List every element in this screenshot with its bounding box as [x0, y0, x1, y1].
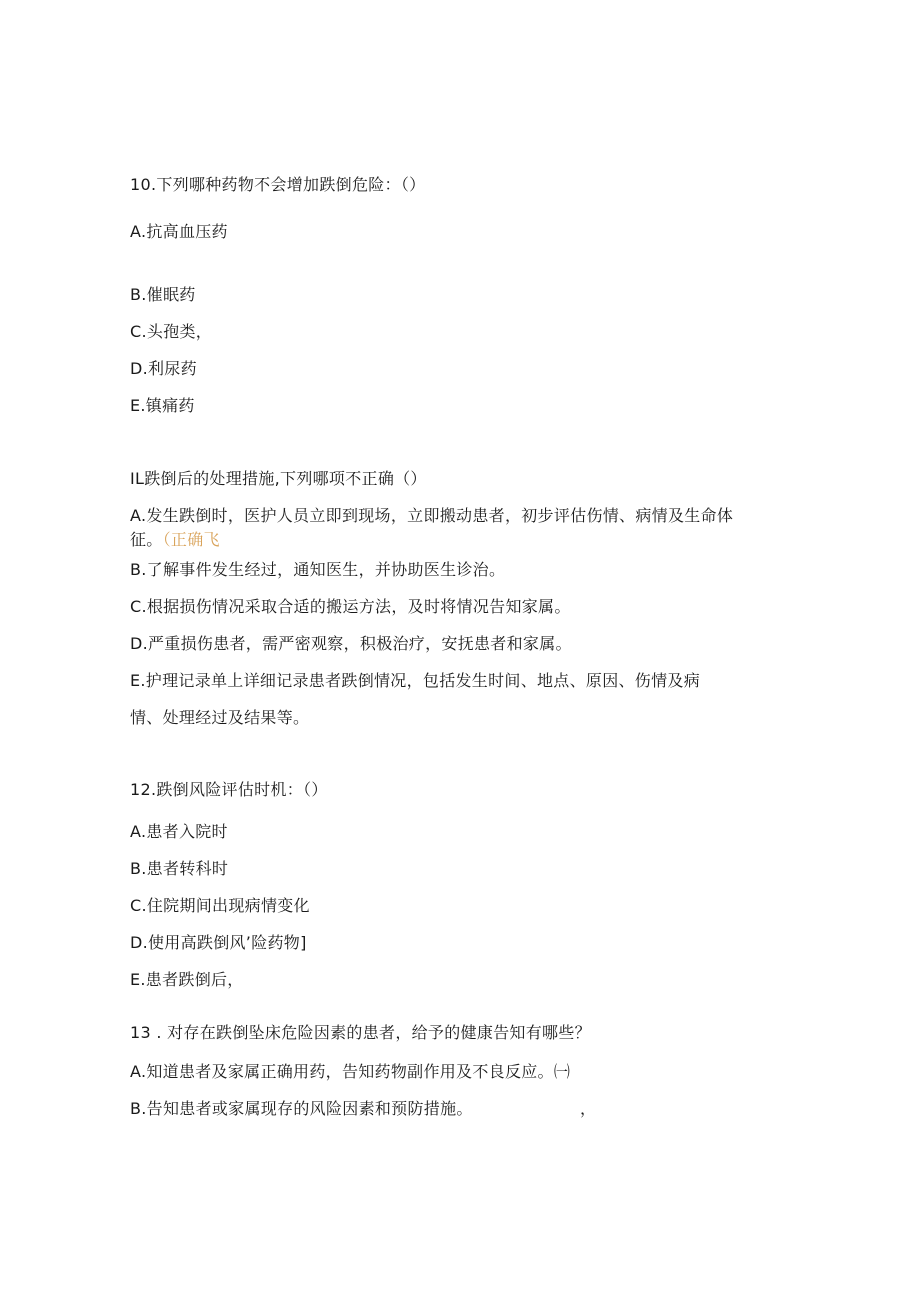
question-11-option-d: D.严重损伤患者，需严密观察，积极治疗，安抚患者和家属。: [130, 634, 572, 653]
question-12-option-b: B.患者转科时: [130, 859, 229, 878]
question-13-option-a: A.知道患者及家属正确用药，告知药物副作用及不良反应。㈠: [130, 1062, 571, 1081]
question-10-option-a: A.抗高血压药: [130, 222, 228, 241]
question-12-option-a: A.患者入院时: [130, 822, 228, 841]
question-12-option-c: C.住院期间出现病情变化: [130, 896, 310, 915]
question-11-option-e-line2: 情、处理经过及结果等。: [130, 708, 310, 727]
question-11-option-e-line1: E.护理记录单上详细记录患者跌倒情况，包括发生时间、地点、原因、伤情及病: [130, 671, 700, 690]
question-11-option-a-line2: [130, 529, 220, 551]
question-11-option-a-line2-text: 征。: [130, 530, 163, 549]
question-12-option-e: E.患者跌倒后，: [130, 970, 244, 989]
question-11-option-b: B.了解事件发生经过，通知医生，并协助医生诊治。: [130, 560, 506, 579]
question-13-option-b: B.告知患者或家属现存的风险因素和预防措施。: [130, 1099, 473, 1118]
question-13-stem: 13 . 对存在跌倒坠床危险因素的患者，给予的健康告知有哪些？: [130, 1023, 591, 1042]
question-12-option-d: D.使用高跌倒风’险药物]: [130, 933, 307, 952]
question-10-option-d: D.利尿药: [130, 359, 197, 378]
question-11-option-a-line1: A.发生跌倒时，医护人员立即到现场，立即搬动患者，初步评估伤情、病情及生命体: [130, 506, 734, 525]
question-10-stem: 10.下列哪种药物不会增加跌倒危险：（）: [130, 175, 426, 194]
question-10-option-b: B.催眠药: [130, 285, 196, 304]
question-12-stem: 12.跌倒风险评估时机：（）: [130, 780, 328, 799]
trailing-comma-mark: ，: [580, 1099, 597, 1118]
question-10-option-c: C.头孢类，: [130, 322, 213, 341]
answer-note: （正确飞: [162, 530, 220, 549]
question-11-option-c: C.根据损伤情况采取合适的搬运方法，及时将情况告知家属。: [130, 597, 571, 616]
question-10-option-e: E.镇痛药: [130, 396, 195, 415]
question-11-stem: IL跌倒后的处理措施,下列哪项不正确（）: [130, 469, 427, 488]
